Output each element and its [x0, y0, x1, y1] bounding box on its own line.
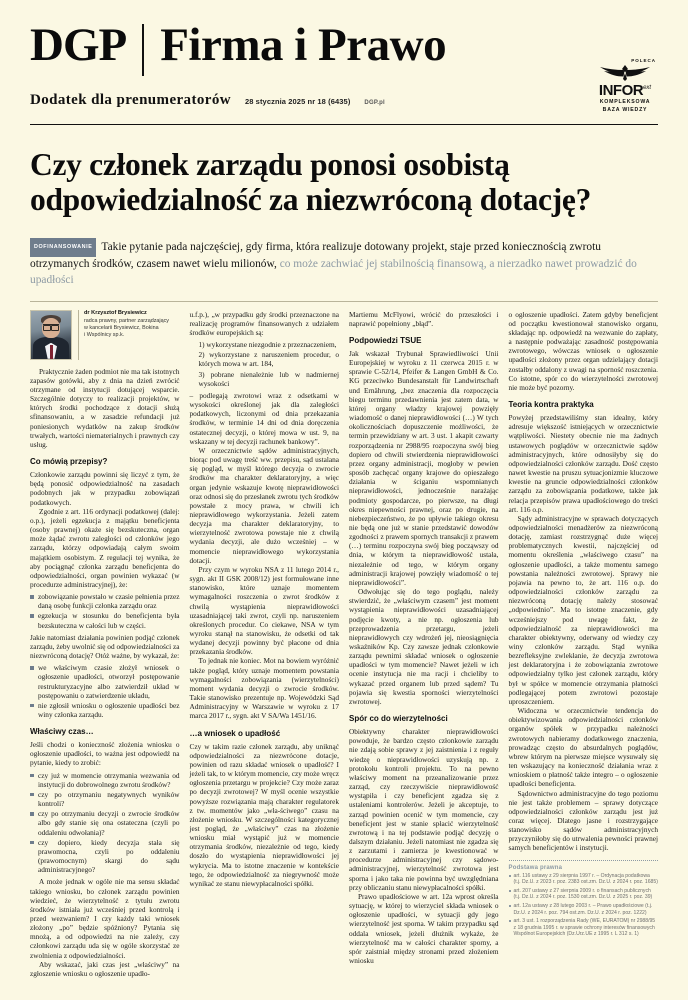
column-1 [30, 310, 180, 1000]
list-item: 3) pobrane nienależnie lub w nadmiernej wysokości [198, 369, 339, 388]
promo-tagline-1: KOMPLEKSOWA [599, 99, 651, 105]
topic-badge[interactable]: DOFINANSOWANIE [30, 238, 96, 257]
paragraph: Przy czym w wyroku NSA z 11 lutego 2014 r., sygn. akt II GSK 2008/12) jest formułowane inne stanowisko, które uznaje momentem wymagalności roszczenia o zwrot środków z chwilą wystąpienia nieprawidłowości uzasadniającej taki zwrot, czyli np. naruszeniem określonych procedur. Co ciekawe, NSA w tym wyroku stanął na stanowisku, że odsetki od tak wydanej decyzji powinny być płacone od dnia przekazania środków. [189, 564, 339, 657]
paragraph: Jakie natomiast działania powinien podjąć członek zarządu, żeby uwolnić się od odpowiedzialności za niezwróconą dotację? Otóż ważne, by wykazał, że: [30, 632, 180, 661]
legal-basis-list [509, 873, 659, 938]
section-heading: Podpowiedzi TSUE [349, 336, 422, 346]
logo-row [30, 0, 658, 76]
list-item: 2) wykorzystane z naruszeniem procedur, o których mowa w art. 184, [198, 350, 339, 369]
paragraph: Widoczna w orzecznictwie tendencja do obiektywizowania odpowiedzialności członków organów spółek w przypadku należności zwrotowych nabieramy dodatkowego znaczenia, prowadząc często do absurdalnych poglądów, wbrew którym na pierwsze miejsce wysuwały się ten wskazujący na konieczność działania wraz z wnioskiem o płatność także integro – o ogłoszenie upadłości beneficjenta. [508, 706, 658, 789]
bullet-list [30, 592, 180, 630]
numbered-list [190, 340, 340, 388]
paragraph: Martiemu McFlyowi, wrócić do przeszłości i naprawić popełniony „błąd”. [349, 309, 499, 328]
infor-tm: ext [643, 85, 652, 91]
bullet-list [30, 663, 180, 719]
column-2 [190, 310, 340, 1000]
author-name: dr Krzysztof Brysiewicz [84, 309, 147, 316]
article-columns [30, 310, 658, 1000]
dgp-logo[interactable]: DGP [30, 19, 127, 71]
author-byline [30, 310, 180, 360]
legal-basis-box [509, 860, 659, 938]
issue-date: 28 stycznia 2025 nr 18 (6435) [244, 97, 351, 106]
paragraph: Jak wskazał Trybunał Sprawiedliwości Unii Europejskiej w wyroku z 11 czerwca 2015 r. w sprawie C-52/14, Pfeifer & Langen GmbH & Co. KG przeciwko Bundesanstalt für Landwirtschaft und Ernährung, „bez znaczenia dla rozpoczęcia biegu terminu przedawnienia jest zatem data, w której organy władzy krajowej powzięły wiadomość o danej nieprawidłowości (…) W tych okolicznościach dopuszczenie możliwości, że termin przewidziany w art. 3 ust. 1 akapit czwarty rozporządzenia nr 2988/95 rozpoczyna swój bieg dopiero od chwili stwierdzenia nieprawidłowości przez organy administracji, mogłoby w pewien sposób zachęcać organy krajowe do opieszałego działania w ściganiu wspomnianych nieprawidłowości, jednocześnie narażając podmioty gospodarcze, po pierwsze, na długi okres niepewności prawnej, oraz po drugie, na niebezpieczeństwo, że po upływie takiego okresu nie będą one już w stanie przedstawić dowodów zgodności z prawem spornych transakcji z prawem (…) terminu rozpoczyna swój bieg począwszy od dnia, w którym ta nieprawidłowość ustała, niezależnie od tego, w którym organy administracji krajowej powzięły wiadomość o tej nieprawidłowości”. [349, 349, 499, 587]
eagle-icon [598, 64, 652, 81]
paragraph: Zgodnie z art. 116 ordynacji podatkowej (dalej: o.p.), jeżeli egzekucja z majątku beneficjenta (osoby prawnej) okaże się bezskuteczna, organ może żądać zwrotu zaległości od członków jego zarządu, którzy odpowiadają całym swoim majątkiem osobistym. Z regulacji tej wynika, że aby pociągnąć członka zarządu beneficjenta do odpowiedzialności, organ powinien wykazać (w procedurze administracyjnej), że: [30, 506, 180, 589]
logo-divider [142, 24, 144, 76]
infor-promo[interactable] [592, 58, 658, 114]
paragraph: Sądownictwo administracyjne do tego poziomu nie jest także problemem – sprawy dotyczące odpowiedzialności członków zarządu jest już coraz więcej. Dlatego jasne i rozstrzygające stanowisko sądów administracyjnych przyczyniłoby się do utrwalenia pewności prawnej samych beneficjentów i instytucji. [508, 788, 658, 853]
paragraph: Członkowie zarządu powinni się liczyć z tym, że będą ponosić odpowiedzialność na zasadach podobnych jak w przypadku zobowiązań podatkowych. [30, 470, 180, 507]
masthead-divider [30, 124, 658, 125]
promo-box [592, 64, 658, 114]
list-item: czy już w momencie otrzymania wezwania od instytucji do dobrowolnego zwrotu środków? [30, 771, 180, 789]
section-heading: Co mówią przepisy? [30, 457, 108, 467]
paragraph: Obiektywny charakter nieprawidłowości powoduje, że bardzo często członkowie zarządu nie zdają sobie sprawy z jej zaistnienia i z reguły wiedzę o nieprawidłowości uzyskują np. z protokołu kontroli projektu. To na pewno właściwy moment na przeanalizowanie przez zarząd, czy rzeczywiście nieprawidłowość wystąpiła i czy beneficjent zgadza się z ustaleniami kontrolerów. Jeżeli je akceptuje, to zarząd powinien ocenić w tym momencie, czy beneficjent jest w stanie spłacić wierzytelność zwrotową i na tej podstawie podjąć decyzję o dalszym działaniu. Jeżeli natomiast nie zgadza się z zarzutami i zamierza je kwestionować w procedurze administracyjnej czy sądowo-administracyjnej, wierzytelność zwrotowa jest sporna i jako taka nie powinna być uwzględniana przy obliczaniu stanu niewypłacalności spółki. [349, 727, 499, 892]
list-item: czy dopiero, kiedy decyzja stała się prawomocna, czyli po oddaleniu (prawomocnym) skargi do sądu administracyjnego? [30, 838, 180, 875]
section-heading: Spór co do wierzytelności [349, 714, 448, 724]
list-item: nie zgłosił wniosku o ogłoszenie upadłości bez winy członka zarządu. [30, 701, 180, 719]
paragraph: u.f.p.), „w przypadku gdy środki przeznaczone na realizację programów finansowanych z udziałem środków europejskich są: [189, 309, 339, 338]
section-heading: Teoria kontra praktyka [508, 400, 594, 410]
list-item: art. 116 ustawy z 29 sierpnia 1997 r. – Ordynacja podatkowa (t.j. Dz.U. z 2023 r. poz. 2383 ost.zm. Dz.U. z 2024 r. poz. 1685) [509, 873, 659, 886]
paragraph: A może jednak w ogóle nie ma sensu składać takiego wniosku, bo członek zarządu powinien wiedzieć, że wierzytelność z tytułu zwrotu środków istniała już wcześniej przed kontrolą i przed wezwaniem? I czy każdy taki wniosek złożony „po” będzie spóźniony? Pytania się mnożą, a od odpowiedzi na nie zależy, czy członkowi zarządu uda się w ogóle skorzystać ze zwolnienia z odpowiedzialności. [30, 877, 180, 960]
infor-wordmark: $INFOR^{ext}$ [598, 82, 652, 99]
author-role-1: radca prawny, partner zarządzający [84, 317, 169, 324]
list-item: we właściwym czasie złożył wniosek o ogłoszenie upadłości, otworzył postępowanie restrukturyzacyjne albo zatwierdził układ w postępowaniu o zatwierdzenie układu, [30, 663, 180, 700]
list-item: 1) wykorzystane niezgodnie z przeznaczeniem, [198, 340, 337, 350]
paragraph: Aby wskazać, jaki czas jest „właściwy” na zgłoszenie wniosku o ogłoszenie upadło- [30, 959, 180, 978]
list-item: egzekucja w stosunku do beneficjenta była bezskuteczna w całości lub w części. [30, 611, 180, 629]
author-info [78, 310, 169, 360]
supplement-label: Dodatek dla prenumeratorów [30, 92, 231, 108]
paragraph: W orzecznictwie sądów administracyjnych, biorąc pod uwagę treść ww. przepisu, sąd ustalana się pogląd, w myśl którego decyzja o zwrocie środków ma charakter deklaratoryjny, a więc organ jedynie wskazuje kwotę nieprawidłowości oraz odnosi się do przesłanek zwrotu tych środków powstałe z mocy prawa, w chwili ich nieprawidłowego wykorzystania. Jeżeli zatem decyzja ma charakter deklaratoryjny, to wierzytelność zwrotowa powstaje nie z chwilą wydania decyzji, ale dużo wcześniej – w momencie nieprawidłowego wykorzystania dotacji. [189, 445, 339, 565]
paragraph: Odwołując się do tego poglądu, należy stwierdzić, że „właściwym czasem” jest moment wystąpienia nieprawidłowości uzasadniającej podjęcie kwoty, a nie np. ogłoszenia lub przeprowadzenia przetargu, jeżeli nieprawidłowych czy wdrożeń jej, nieosiągnięcia wskaźników Kp. Czy zawsze jednak członkowie zarządu pewnimi składać wniosek o ogłoszenie upadłości w tym momencie? Nawet jeżeli w ich ocenie instytucja nie ma racji i chcieliby to wykazać przed organem lub przed sądem? Tu pojawia się kwestia sporności wierzytelności zwrotowej. [349, 587, 499, 706]
site-label: DGP.pl [364, 100, 385, 106]
author-role-2: w kancelarii Brysiewicz, Bokina [84, 325, 159, 332]
paragraph: To jednak nie koniec. Mot na bowiem wyróżnić także pogląd, który uznaje momentem powstania wymagalności zobowiązania (wierzytelności) moment wydania decyzji o zwrocie środków. Takie stanowisko prezentuje np. Wojewódzki Sąd Administracyjny w Warszawie w wyroku z 17 marca 2017 r., sygn. akt V SA/Wa 1451/16. [189, 656, 339, 721]
paragraph: Jeśli chodzi o konieczność złożenia wniosku o ogłoszenie upadłości, to ważna jest odpowiedź na pytanie, kiedy to zrobić: [30, 740, 180, 768]
page-title: Czy członek zarządu ponosi osobistą odpowiedzialność za niezwróconą dotację? [30, 147, 592, 217]
paragraph: o ogłoszenie upadłości. Zatem gdyby beneficjent od początku kwestionował stanowisko organu, składając np. odpowiedź na wezwanie do zapłaty, a następnie podważając zasadność postępowania zwrotowego, wówczas wniosek o ogłoszenie upadłości złożony przez organ udzielający dotacji zostałby oddalony z uwagi na sporność roszczenia. Co istotne, spór co do wierzytelności zwrotowej nie może być pozorny. [508, 309, 658, 392]
list-item: art. 3 ust. 1 rozporządzenia Rady (WE, EURATOM) nr 2988/95 z 18 grudnia 1995 r. w sprawie ochrony interesów finansowych Wspólnot Europejskich (Dz.Urz.UE z 1995 r. L 312 s. 1) [509, 918, 659, 938]
section-logo: Firma i Prawo [160, 19, 447, 71]
masthead-subrow [30, 92, 658, 109]
column-3 [349, 310, 499, 1000]
paragraph: Prawo upadłościowe w art. 12a wprost określa sytuację, w której to wierzyciel składa wniosek o ogłoszenie upadłości, w sytuacji gdy jego wierzytelność jest sporna. W takim przypadku sąd oddala wniosek, jeżeli dłużnik wykaże, że wierzytelność ma w całości charakter sporny, a spór zaistniał między stronami przed złożeniem wniosku [349, 891, 499, 966]
author-photo [30, 310, 72, 360]
list-item: czy po otrzymaniu negatywnych wyników kontroli? [30, 790, 180, 808]
paragraph: Powyżej przedstawiliśmy stan idealny, który adresuje większość istniejących w orzecznictwie wątpliwości. Niestety obecnie nie ma żadnych ustawowych poglądów w orzecznictwie sądów administracyjnych, które odnosiłyby się do odpowiedzialności członków zarządu. Dość często nawet kwestie na pruszu sytuacjonizmie kluczowe kwestie na gruncie odpowiedzialności członków zarządu za zobowiązania podatkowe, także jak relacja przepisów prawa upadłościowego do treści art. 116 o.p. [508, 413, 658, 514]
list-item: zobowiązanie powstało w czasie pełnienia przez daną osobę funkcji członka zarządu oraz [30, 592, 180, 610]
article-lead [30, 238, 658, 288]
author-role-3: i Wspólnicy sp.k. [84, 332, 125, 339]
paragraph: Praktycznie żaden podmiot nie ma tak istotnych zapasów gotówki, aby z dnia na dzień zwrócić otrzymane od instytucji dotującej wsparcie. Szczególnie dotyczy to realizacji projektów, w których środki pochodzące z dotacji służą sfinansowaniu, a w zasadzie refundacji już poniesionych wydatków na zakup środków trwałych, wartości niematerialnych i prawnych czy usług. [30, 366, 180, 449]
list-item: czy po otrzymaniu decyzji o zwrocie środków albo gdy stanie się ona ostateczna (czyli po oddaleniu odwołania)? [30, 809, 180, 836]
paragraph: Czy w takim razie członek zarządu, aby uniknąć odpowiedzialności za niezwrócone dotacje, powinien od razu składać wniosek o upadłość? I jeżeli tak, to w którym momencie, czy może wręcz ogłoszenia przetargu w projekcie? Czy może zaraz po decyzji zwrotowej? W myśl ocenie wszystkie powyższe rozwiązania mają charakter regulatorek z tw. momentów jako „wła-ściwego” czasu na złożenie wniosku. W szczególności kategorycznej jest pogląd, że „właściwy” czas na złożenie wniosku miał wystąpić już w momencie otrzymania środków, niezależnie od tego, kiedy doszło do wystąpienia nieprawidłowości jej wykrycia. Ma to istotne znaczenie w kontekście tego, że odpowiedzialność za niegrywność może wynikać ze stanu niewypłacalności spółki. [189, 741, 339, 888]
paragraph: Sądy administracyjne w sprawach dotyczących odpowiedzialności menadżerów za niezwróconą dotację, zamiast rozstrzygnąć duże więcej problematycznych kwestii, najczęściej od momentu określenia „właściwego czasu” na ogłoszenie upadłości, a także momentu samego powstania należności zwrotowej. Sprawy nie pojawia na pewno to, że art. 116 o.p. do odpowiedzialności członków zarządu za niezwróconą dotację należy stosować „odpowiednio”. Ma to istotne znaczenie, gdy wcześniejszy pod uwagę fakt, że odpowiedzialność za nieprawidłowości ma charakter obiektywny, oderwany od wiedzy czy winy członków zarządu. Stąd wynika bezrefleksyjne zwlekłanie, że decyzja zwrotowa jest deklaratoryjna i że zobowiązania zwrotowe odpowiedzialny tylko jest członek zarządu, który był w spółce w momencie otrzymania płatności podlegającej potem zwrotowi pozostaje uproszczeniem. [508, 513, 658, 706]
lead-main-text: Takie pytanie pada najczęściej, gdy firma, która realizuje dotowany projekt, staje przed koniecznością zwrotu otrzymanych środków, czasem nawet wielu milionów, [30, 241, 601, 271]
legal-basis-title: Podstawa prawna [508, 864, 563, 871]
list-item: art. 12a ustawy z 28 lutego 2003 r. – Prawo upadłościowe (t.j. Dz.U. z 2024 r. poz. 794 ost.zm. Dz.U. z 2024 r. poz. 1222) [509, 903, 659, 916]
lead-accent-text: co może zachwiać jej stabilnością finansową, a nierzadko nawet prowadzić do upadłości [30, 258, 637, 286]
promo-label: POLECA [631, 58, 656, 63]
promo-tagline-2: BAZA WIEDZY [602, 107, 648, 113]
paragraph: – podlegają zwrotowi wraz z odsetkami w wysokości określonej jak dla zaległości podatkowych, liczonymi od dnia przekazania środków, w terminie 14 dni od dnia doręczenia ostatecznej decyzji, o której mowa w ust. 9, na wskazany w tej decyzji rachunek bankowy”. [189, 390, 339, 446]
masthead [30, 0, 658, 118]
bullet-list [30, 771, 180, 875]
list-item: art. 207 ustawy z 27 sierpnia 2009 r. o finansach publicznych (t.j. Dz.U. z 2024 r. poz. 1530 ost.zm. Dz.U. z 2025 r. poz. 39) [509, 888, 659, 901]
section-heading: Właściwy czas… [30, 727, 94, 737]
lead-divider [30, 301, 658, 302]
section-heading: …a wniosek o upadłość [189, 728, 281, 738]
column-4 [509, 310, 659, 1000]
